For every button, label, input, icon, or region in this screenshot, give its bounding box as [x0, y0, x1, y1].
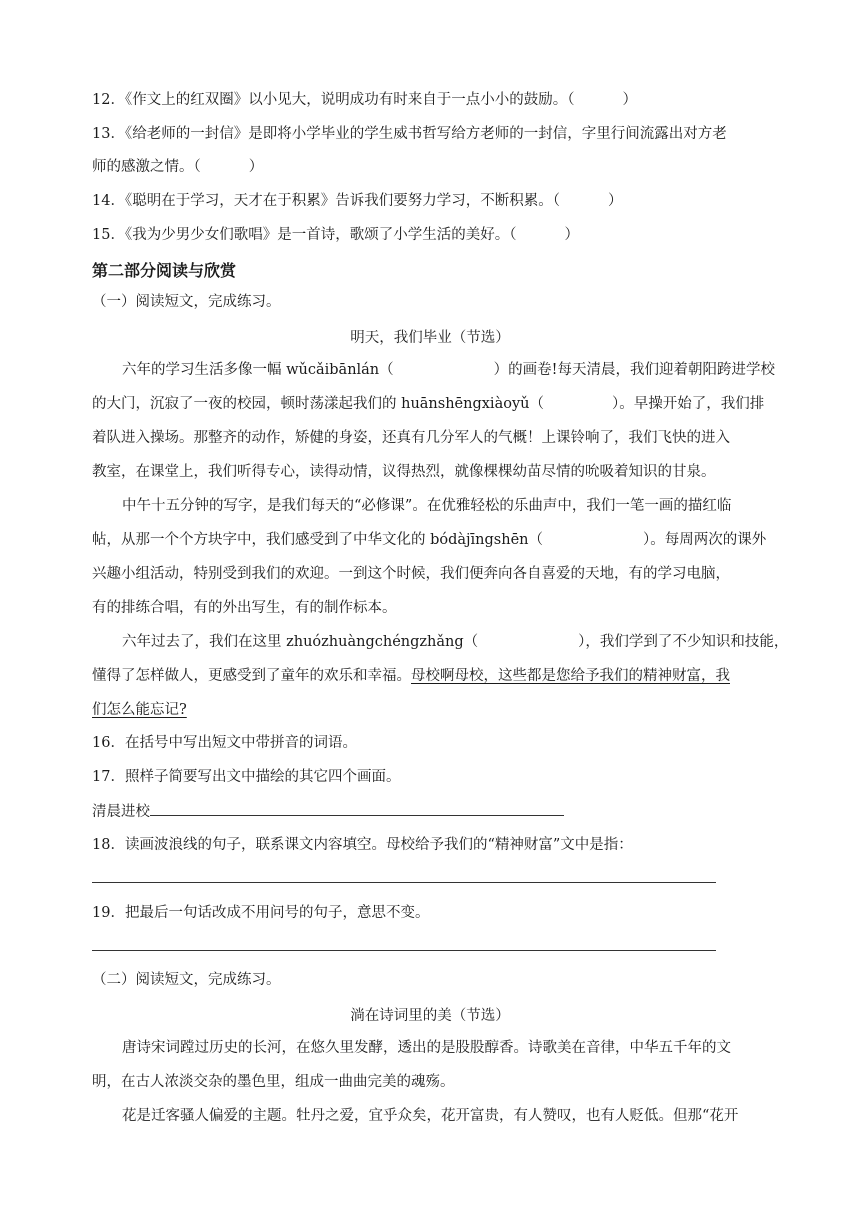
passage-line	[92, 666, 730, 686]
question-text: 师的感激之情。（	[92, 159, 201, 175]
passage-line: 有的排练合唱，有的外出写生，有的制作标本。	[92, 600, 397, 616]
answer-line[interactable]	[92, 882, 716, 883]
text-span: 帖，从那一个个方块字中，我们感受到了中华文化的 bódàjīngshēn（	[92, 532, 543, 548]
question-13-cont	[92, 157, 263, 177]
part2-title: 淌在诗词里的美（节选）	[350, 1008, 510, 1024]
answer-line[interactable]	[150, 801, 564, 816]
passage-line: 明，在古人浓淡交杂的墨色里，组成一曲曲完美的魂殇。	[92, 1074, 455, 1090]
text-span: 六年的学习生活多像一幅 wǔcǎibānlán（	[122, 362, 394, 378]
wavy-underlined-sentence: 们怎么能忘记?	[92, 702, 187, 718]
question-text: 《给老师的一封信》是即将小学毕业的学生威书哲写给方老师的一封信，字里行间流露出对方老	[124, 126, 727, 142]
passage-line	[92, 700, 187, 720]
text-span: ）。每周两次的课外	[643, 532, 767, 548]
passage-line	[92, 530, 766, 550]
paren-close: ）	[622, 92, 637, 108]
answer-line[interactable]	[92, 950, 716, 951]
wavy-underlined-sentence: 母校啊母校，这些都是您给予我们的精神财富，我	[411, 668, 730, 684]
part1-title: 明天，我们毕业（节选）	[350, 330, 510, 346]
text-span: ）的画卷!每天清晨，我们迎着朝阳跨进学校	[493, 362, 775, 378]
question-number: 12．	[92, 92, 125, 108]
part1-instruction: （一）阅读短文，完成练习。	[92, 294, 281, 310]
question-14	[92, 191, 622, 211]
text-span: 懂得了怎样做人，更感受到了童年的欢乐和幸福。	[92, 668, 411, 684]
question-15	[92, 225, 579, 245]
question-text: 《我为少男少女们歌唱》是一首诗，歌颂了小学生活的美好。（	[124, 227, 517, 243]
question-13	[92, 124, 727, 144]
passage-line: 中午十五分钟的写字，是我们每天的“必修课”。在优雅轻松的乐曲声中，我们一笔一画的描红临	[122, 498, 732, 514]
text-span: 六年过去了，我们在这里 zhuózhuàngchéngzhǎng（	[122, 634, 479, 650]
passage-line	[122, 632, 788, 652]
passage-line: 教室，在课堂上，我们听得专心，读得动情，议得热烈，就像棵棵幼苗尽情的吮吸着知识的甘泉。	[92, 464, 716, 480]
passage-line	[122, 360, 775, 380]
passage-line: 花是迁客骚人偏爱的主题。牡丹之爱，宜乎众矣，花开富贵，有人赞叹，也有人贬低。但那“花开	[122, 1108, 739, 1124]
question-17: 17．照样子简要写出文中描绘的其它四个画面。	[92, 769, 401, 785]
question-text: 《作文上的红双圈》以小见大，说明成功有时来自于一点小小的鼓励。（	[124, 92, 575, 108]
question-number: 14．	[92, 193, 125, 209]
question-12	[92, 90, 637, 110]
paren-close: ）	[248, 159, 264, 175]
text-span: ）。早操开始了，我们排	[611, 396, 765, 412]
question-17-example	[92, 801, 564, 822]
section-title: 第二部分阅读与欣赏	[92, 261, 237, 280]
text-span: ），我们学到了不少知识和技能，	[578, 634, 789, 650]
question-16: 16．在括号中写出短文中带拼音的词语。	[92, 735, 357, 751]
paren-close: ）	[607, 193, 623, 209]
question-18: 18．读画波浪线的句子，联系课文内容填空。母校给予我们的“精神财富”文中是指：	[92, 837, 633, 853]
question-number: 15．	[92, 227, 125, 243]
question-number: 13．	[92, 126, 125, 142]
part2-instruction: （二）阅读短文，完成练习。	[92, 972, 281, 988]
example-label: 清晨进校	[92, 804, 150, 820]
question-19: 19．把最后一句话改成不用问号的句子，意思不变。	[92, 905, 430, 921]
paren-close: ）	[564, 227, 579, 243]
passage-line: 着队进入操场。那整齐的动作，矫健的身姿，还真有几分军人的气概！上课铃响了，我们飞快的进入	[92, 430, 730, 446]
text-span: 的大门，沉寂了一夜的校园，顿时荡漾起我们的 huānshēngxiàoyǔ（	[92, 396, 544, 412]
passage-line: 兴趣小组活动，特别受到我们的欢迎。一到这个时候，我们便奔向各自喜爱的天地，有的学习电脑，	[92, 566, 730, 582]
question-text: 《聪明在于学习，天才在于积累》告诉我们要努力学习，不断积累。（	[124, 193, 560, 209]
passage-line	[92, 394, 764, 414]
passage-line: 唐诗宋词蹚过历史的长河，在悠久里发酵，透出的是股股醇香。诗歌美在音律，中华五千年的文	[122, 1040, 731, 1056]
